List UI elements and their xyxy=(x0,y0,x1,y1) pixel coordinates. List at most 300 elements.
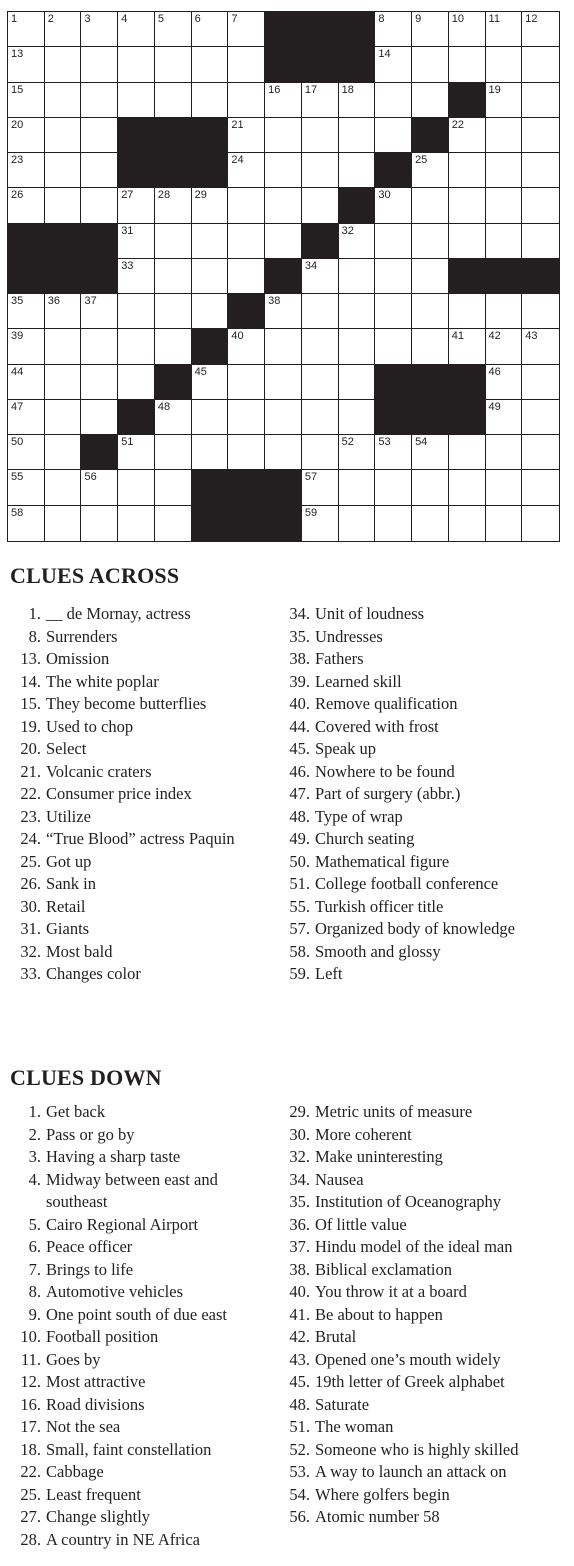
answer-cell[interactable] xyxy=(412,47,449,82)
clue-item-text: One point south of due east xyxy=(46,1304,228,1324)
clue-item-text: Institution of Oceanography xyxy=(315,1192,502,1211)
clue-number: 25 xyxy=(415,154,428,167)
answer-cell[interactable] xyxy=(412,153,449,188)
answer-cell[interactable] xyxy=(339,329,376,364)
clue-item-text: Remove qualification xyxy=(315,694,458,713)
clue-item xyxy=(12,918,277,941)
clue-number: 53 xyxy=(378,436,391,449)
clue-item-number: 32. xyxy=(20,941,41,961)
clue-number: 37 xyxy=(84,295,97,308)
answer-cell[interactable] xyxy=(265,224,302,259)
black-square xyxy=(375,365,412,400)
answer-cell[interactable] xyxy=(449,294,486,329)
answer-cell[interactable] xyxy=(265,400,302,435)
answer-cell[interactable] xyxy=(118,294,155,329)
clue-item-number: 21. xyxy=(20,761,41,781)
answer-cell[interactable] xyxy=(81,118,118,153)
clue-item-number: 28. xyxy=(20,1529,41,1549)
answer-cell[interactable] xyxy=(118,259,155,294)
clue-item-text: Someone who is highly skilled xyxy=(315,1439,519,1459)
answer-cell[interactable] xyxy=(486,506,523,541)
answer-cell[interactable] xyxy=(265,294,302,329)
answer-cell[interactable] xyxy=(155,188,192,223)
answer-cell[interactable] xyxy=(192,47,229,82)
answer-cell[interactable] xyxy=(339,470,376,505)
black-square xyxy=(375,400,412,435)
clue-item-text: Undresses xyxy=(315,626,383,646)
answer-cell[interactable] xyxy=(81,188,118,223)
answer-cell[interactable] xyxy=(302,118,339,153)
answer-cell[interactable] xyxy=(375,506,412,541)
clue-item-text: Having a sharp taste xyxy=(46,1147,181,1166)
clue-item xyxy=(281,1169,571,1192)
clue-item-text: Turkish officer title xyxy=(315,896,444,916)
clue-item-text: Change slightly xyxy=(46,1507,151,1526)
clue-item-text: Smooth and glossy xyxy=(315,941,441,961)
answer-cell[interactable] xyxy=(81,47,118,82)
clue-item-number: 38. xyxy=(289,649,310,668)
answer-cell[interactable] xyxy=(155,470,192,505)
clue-item xyxy=(281,918,571,941)
clue-item-text: __ de Mornay, actress xyxy=(46,604,191,623)
answer-cell[interactable] xyxy=(522,12,559,47)
black-square xyxy=(449,83,486,118)
clue-item xyxy=(12,1101,277,1124)
answer-cell[interactable] xyxy=(339,259,376,294)
clue-item-text: A country in NE Africa xyxy=(46,1529,200,1549)
clue-item xyxy=(12,1506,277,1529)
answer-cell[interactable] xyxy=(449,12,486,47)
clue-item-text: Select xyxy=(46,739,87,758)
answer-cell[interactable] xyxy=(375,329,412,364)
answer-cell[interactable] xyxy=(486,365,523,400)
clue-item xyxy=(281,1191,571,1214)
answer-cell[interactable] xyxy=(486,329,523,364)
answer-cell[interactable] xyxy=(118,470,155,505)
clue-item xyxy=(281,693,571,716)
answer-cell[interactable] xyxy=(522,118,559,153)
clue-number: 2 xyxy=(47,13,54,25)
clue-item xyxy=(281,1371,571,1394)
answer-cell[interactable] xyxy=(45,118,82,153)
answer-cell[interactable] xyxy=(412,224,449,259)
answer-cell[interactable] xyxy=(45,83,82,118)
answer-cell[interactable] xyxy=(522,47,559,82)
clue-item-text: Where golfers begin xyxy=(315,1484,450,1504)
answer-cell[interactable] xyxy=(302,153,339,188)
clue-item-number: 5. xyxy=(28,1214,41,1234)
answer-cell[interactable] xyxy=(228,224,265,259)
answer-cell[interactable] xyxy=(45,12,82,47)
answer-cell[interactable] xyxy=(339,506,376,541)
answer-cell[interactable] xyxy=(449,188,486,223)
answer-cell[interactable] xyxy=(192,12,229,47)
clue-item-text: Church seating xyxy=(315,829,415,848)
answer-cell[interactable] xyxy=(45,470,82,505)
clue-number: 8 xyxy=(378,13,385,25)
clue-item-number: 38. xyxy=(289,1259,310,1279)
answer-cell[interactable] xyxy=(412,259,449,294)
clue-number: 19 xyxy=(488,83,501,96)
clue-item xyxy=(12,783,277,806)
answer-cell[interactable] xyxy=(375,47,412,82)
clue-item-text: Metric units of measure xyxy=(315,1102,473,1121)
answer-cell[interactable] xyxy=(192,400,229,435)
answer-cell[interactable] xyxy=(339,118,376,153)
clue-item-number: 41. xyxy=(289,1304,310,1324)
answer-cell[interactable] xyxy=(339,400,376,435)
answer-cell[interactable] xyxy=(192,224,229,259)
answer-cell[interactable] xyxy=(192,294,229,329)
answer-cell[interactable] xyxy=(522,83,559,118)
clue-item-text: Pass or go by xyxy=(46,1124,135,1144)
answer-cell[interactable] xyxy=(375,12,412,47)
answer-cell[interactable] xyxy=(81,400,118,435)
clue-number: 41 xyxy=(451,330,465,343)
answer-cell[interactable] xyxy=(192,188,229,223)
answer-cell[interactable] xyxy=(522,153,559,188)
answer-cell[interactable] xyxy=(228,365,265,400)
answer-cell[interactable] xyxy=(45,188,82,223)
answer-cell[interactable] xyxy=(192,435,229,470)
clue-number: 43 xyxy=(525,330,538,343)
clue-item-text: College football conference xyxy=(315,874,499,893)
clue-item-text: Not the sea xyxy=(46,1417,121,1436)
answer-cell[interactable] xyxy=(8,153,45,188)
answer-cell[interactable] xyxy=(302,400,339,435)
answer-cell[interactable] xyxy=(486,118,523,153)
clue-item xyxy=(281,1304,571,1327)
answer-cell[interactable] xyxy=(118,435,155,470)
answer-cell[interactable] xyxy=(8,506,45,541)
clue-item-number: 57. xyxy=(289,919,310,938)
answer-cell[interactable] xyxy=(8,400,45,435)
answer-cell[interactable] xyxy=(155,47,192,82)
answer-cell[interactable] xyxy=(449,224,486,259)
black-square xyxy=(228,470,265,505)
clue-item-number: 7. xyxy=(28,1259,41,1279)
clue-item-text: Football position xyxy=(46,1327,159,1346)
answer-cell[interactable] xyxy=(8,365,45,400)
clue-item-text: Goes by xyxy=(46,1349,101,1369)
answer-cell[interactable] xyxy=(522,400,559,435)
clue-number: 46 xyxy=(488,365,501,378)
clue-number: 47 xyxy=(11,400,24,413)
clue-item-number: 1. xyxy=(28,1102,41,1121)
answer-cell[interactable] xyxy=(81,294,118,329)
answer-cell[interactable] xyxy=(412,435,449,470)
clue-number: 15 xyxy=(11,83,24,96)
answer-cell[interactable] xyxy=(8,118,45,153)
answer-cell[interactable] xyxy=(486,294,523,329)
answer-cell[interactable] xyxy=(412,329,449,364)
answer-cell[interactable] xyxy=(155,12,192,47)
clue-item xyxy=(12,828,277,851)
black-square xyxy=(265,506,302,541)
answer-cell[interactable] xyxy=(339,224,376,259)
answer-cell[interactable] xyxy=(228,259,265,294)
clue-number: 12 xyxy=(525,13,538,25)
answer-cell[interactable] xyxy=(339,83,376,118)
answer-cell[interactable] xyxy=(81,153,118,188)
answer-cell[interactable] xyxy=(8,294,45,329)
answer-cell[interactable] xyxy=(81,329,118,364)
clue-item-number: 26. xyxy=(20,874,41,893)
answer-cell[interactable] xyxy=(45,400,82,435)
answer-cell[interactable] xyxy=(81,470,118,505)
answer-cell[interactable] xyxy=(45,365,82,400)
answer-cell[interactable] xyxy=(449,470,486,505)
black-square xyxy=(522,259,559,294)
answer-cell[interactable] xyxy=(302,470,339,505)
answer-cell[interactable] xyxy=(449,47,486,82)
answer-cell[interactable] xyxy=(486,47,523,82)
answer-cell[interactable] xyxy=(265,329,302,364)
black-square xyxy=(118,118,155,153)
answer-cell[interactable] xyxy=(155,259,192,294)
black-square xyxy=(265,47,302,82)
answer-cell[interactable] xyxy=(81,12,118,47)
clue-item-text: Least frequent xyxy=(46,1484,141,1504)
answer-cell[interactable] xyxy=(155,294,192,329)
answer-cell[interactable] xyxy=(81,506,118,541)
clue-number: 14 xyxy=(378,48,391,61)
clue-item xyxy=(281,1101,571,1124)
clue-number: 50 xyxy=(11,436,24,449)
answer-cell[interactable] xyxy=(486,188,523,223)
answer-cell[interactable] xyxy=(375,294,412,329)
clue-item-number: 18. xyxy=(20,1439,41,1459)
clue-item-number: 9. xyxy=(28,1304,41,1324)
answer-cell[interactable] xyxy=(522,329,559,364)
answer-cell[interactable] xyxy=(486,400,523,435)
answer-cell[interactable] xyxy=(449,118,486,153)
answer-cell[interactable] xyxy=(8,47,45,82)
answer-cell[interactable] xyxy=(118,365,155,400)
answer-cell[interactable] xyxy=(302,83,339,118)
answer-cell[interactable] xyxy=(228,435,265,470)
clue-item-number: 36. xyxy=(289,1214,310,1234)
answer-cell[interactable] xyxy=(302,294,339,329)
answer-cell[interactable] xyxy=(339,435,376,470)
clue-item-text: Cairo Regional Airport xyxy=(46,1214,199,1234)
answer-cell[interactable] xyxy=(45,47,82,82)
answer-cell[interactable] xyxy=(192,365,229,400)
answer-cell[interactable] xyxy=(228,329,265,364)
clue-item-text: Omission xyxy=(46,649,110,668)
answer-cell[interactable] xyxy=(8,83,45,118)
answer-cell[interactable] xyxy=(228,83,265,118)
answer-cell[interactable] xyxy=(486,83,523,118)
clue-item-text: Organized body of knowledge xyxy=(315,919,515,938)
answer-cell[interactable] xyxy=(228,153,265,188)
answer-cell[interactable] xyxy=(522,294,559,329)
answer-cell[interactable] xyxy=(486,12,523,47)
answer-cell[interactable] xyxy=(228,188,265,223)
answer-cell[interactable] xyxy=(375,470,412,505)
answer-cell[interactable] xyxy=(45,506,82,541)
answer-cell[interactable] xyxy=(265,83,302,118)
answer-cell[interactable] xyxy=(375,118,412,153)
answer-cell[interactable] xyxy=(118,329,155,364)
clue-item-number: 39. xyxy=(289,671,310,691)
clue-number: 30 xyxy=(378,189,391,202)
answer-cell[interactable] xyxy=(339,365,376,400)
answer-cell[interactable] xyxy=(155,329,192,364)
answer-cell[interactable] xyxy=(522,224,559,259)
clue-item xyxy=(281,828,571,851)
answer-cell[interactable] xyxy=(449,329,486,364)
clue-item-text: Part of surgery (abbr.) xyxy=(315,784,461,803)
answer-cell[interactable] xyxy=(192,259,229,294)
clue-number: 55 xyxy=(11,471,24,484)
clue-item-number: 35. xyxy=(289,1192,310,1211)
answer-cell[interactable] xyxy=(412,470,449,505)
answer-cell[interactable] xyxy=(155,224,192,259)
answer-cell[interactable] xyxy=(8,435,45,470)
answer-cell[interactable] xyxy=(302,506,339,541)
answer-cell[interactable] xyxy=(339,294,376,329)
answer-cell[interactable] xyxy=(118,83,155,118)
crossword-grid-container xyxy=(7,11,560,542)
clue-item-number: 14. xyxy=(20,671,41,691)
answer-cell[interactable] xyxy=(265,365,302,400)
answer-cell[interactable] xyxy=(339,153,376,188)
clue-item-number: 58. xyxy=(289,941,310,961)
clue-item-number: 48. xyxy=(289,806,310,826)
answer-cell[interactable] xyxy=(522,365,559,400)
clue-item-text: Make uninteresting xyxy=(315,1147,443,1166)
answer-cell[interactable] xyxy=(412,188,449,223)
clue-number: 13 xyxy=(11,48,24,61)
clue-item-text: You throw it at a board xyxy=(315,1282,467,1301)
clue-item-text: The woman xyxy=(315,1417,394,1436)
answer-cell[interactable] xyxy=(228,47,265,82)
answer-cell[interactable] xyxy=(155,435,192,470)
answer-cell[interactable] xyxy=(228,12,265,47)
black-square xyxy=(81,224,118,259)
black-square xyxy=(192,506,229,541)
answer-cell[interactable] xyxy=(302,365,339,400)
answer-cell[interactable] xyxy=(45,153,82,188)
answer-cell[interactable] xyxy=(486,435,523,470)
answer-cell[interactable] xyxy=(45,435,82,470)
answer-cell[interactable] xyxy=(522,435,559,470)
answer-cell[interactable] xyxy=(118,12,155,47)
clue-item xyxy=(12,671,277,694)
answer-cell[interactable] xyxy=(302,188,339,223)
black-square xyxy=(81,435,118,470)
clue-item xyxy=(12,1461,277,1484)
clue-item xyxy=(281,626,571,649)
answer-cell[interactable] xyxy=(522,188,559,223)
answer-cell[interactable] xyxy=(192,83,229,118)
clue-item-text: Volcanic craters xyxy=(46,761,152,781)
clue-item xyxy=(281,851,571,874)
black-square xyxy=(155,153,192,188)
answer-cell[interactable] xyxy=(155,83,192,118)
clue-item-number: 56. xyxy=(289,1507,310,1526)
black-square xyxy=(192,153,229,188)
clue-number: 23 xyxy=(11,154,24,167)
answer-cell[interactable] xyxy=(412,506,449,541)
answer-cell[interactable] xyxy=(486,224,523,259)
answer-cell[interactable] xyxy=(228,400,265,435)
answer-cell[interactable] xyxy=(8,12,45,47)
clue-item-number: 10. xyxy=(20,1327,41,1346)
clue-item xyxy=(12,806,277,829)
black-square xyxy=(265,259,302,294)
answer-cell[interactable] xyxy=(265,435,302,470)
answer-cell[interactable] xyxy=(449,153,486,188)
clue-number: 5 xyxy=(157,13,165,25)
answer-cell[interactable] xyxy=(302,329,339,364)
answer-cell[interactable] xyxy=(8,470,45,505)
answer-cell[interactable] xyxy=(302,259,339,294)
clue-item-text-continued: southeast xyxy=(46,1192,108,1211)
answer-cell[interactable] xyxy=(228,118,265,153)
clue-item-number: 35. xyxy=(289,626,310,646)
answer-cell[interactable] xyxy=(155,400,192,435)
answer-cell[interactable] xyxy=(265,188,302,223)
answer-cell[interactable] xyxy=(81,365,118,400)
answer-cell[interactable] xyxy=(265,118,302,153)
clue-item-text: Biblical exclamation xyxy=(315,1259,452,1279)
clue-number: 56 xyxy=(84,471,97,484)
answer-cell[interactable] xyxy=(449,435,486,470)
answer-cell[interactable] xyxy=(81,83,118,118)
answer-cell[interactable] xyxy=(118,47,155,82)
answer-cell[interactable] xyxy=(522,470,559,505)
answer-cell[interactable] xyxy=(155,506,192,541)
answer-cell[interactable] xyxy=(375,259,412,294)
answer-cell[interactable] xyxy=(375,83,412,118)
clue-number: 49 xyxy=(488,400,501,413)
clue-item-text: Consumer price index xyxy=(46,784,192,803)
clue-item-text: Hindu model of the ideal man xyxy=(315,1237,513,1256)
clue-number: 24 xyxy=(231,154,244,167)
clue-item-number: 29. xyxy=(289,1102,310,1121)
answer-cell[interactable] xyxy=(412,294,449,329)
answer-cell[interactable] xyxy=(522,506,559,541)
answer-cell[interactable] xyxy=(45,329,82,364)
answer-cell[interactable] xyxy=(118,506,155,541)
clue-item-text: Atomic number 58 xyxy=(315,1507,440,1526)
clue-item-number: 46. xyxy=(289,761,310,781)
answer-cell[interactable] xyxy=(45,294,82,329)
clue-item-text: Cabbage xyxy=(46,1462,104,1481)
answer-cell[interactable] xyxy=(302,435,339,470)
answer-cell[interactable] xyxy=(265,153,302,188)
answer-cell[interactable] xyxy=(412,83,449,118)
answer-cell[interactable] xyxy=(412,12,449,47)
answer-cell[interactable] xyxy=(118,188,155,223)
answer-cell[interactable] xyxy=(486,470,523,505)
answer-cell[interactable] xyxy=(375,224,412,259)
answer-cell[interactable] xyxy=(449,506,486,541)
clue-number: 22 xyxy=(451,118,465,131)
answer-cell[interactable] xyxy=(8,329,45,364)
answer-cell[interactable] xyxy=(375,435,412,470)
answer-cell[interactable] xyxy=(375,188,412,223)
answer-cell[interactable] xyxy=(8,188,45,223)
clue-item-number: 25. xyxy=(20,1484,41,1504)
clue-item-number: 33. xyxy=(20,964,41,983)
answer-cell[interactable] xyxy=(486,153,523,188)
clue-item xyxy=(281,1349,571,1372)
answer-cell[interactable] xyxy=(118,224,155,259)
clue-number: 21 xyxy=(231,118,244,131)
